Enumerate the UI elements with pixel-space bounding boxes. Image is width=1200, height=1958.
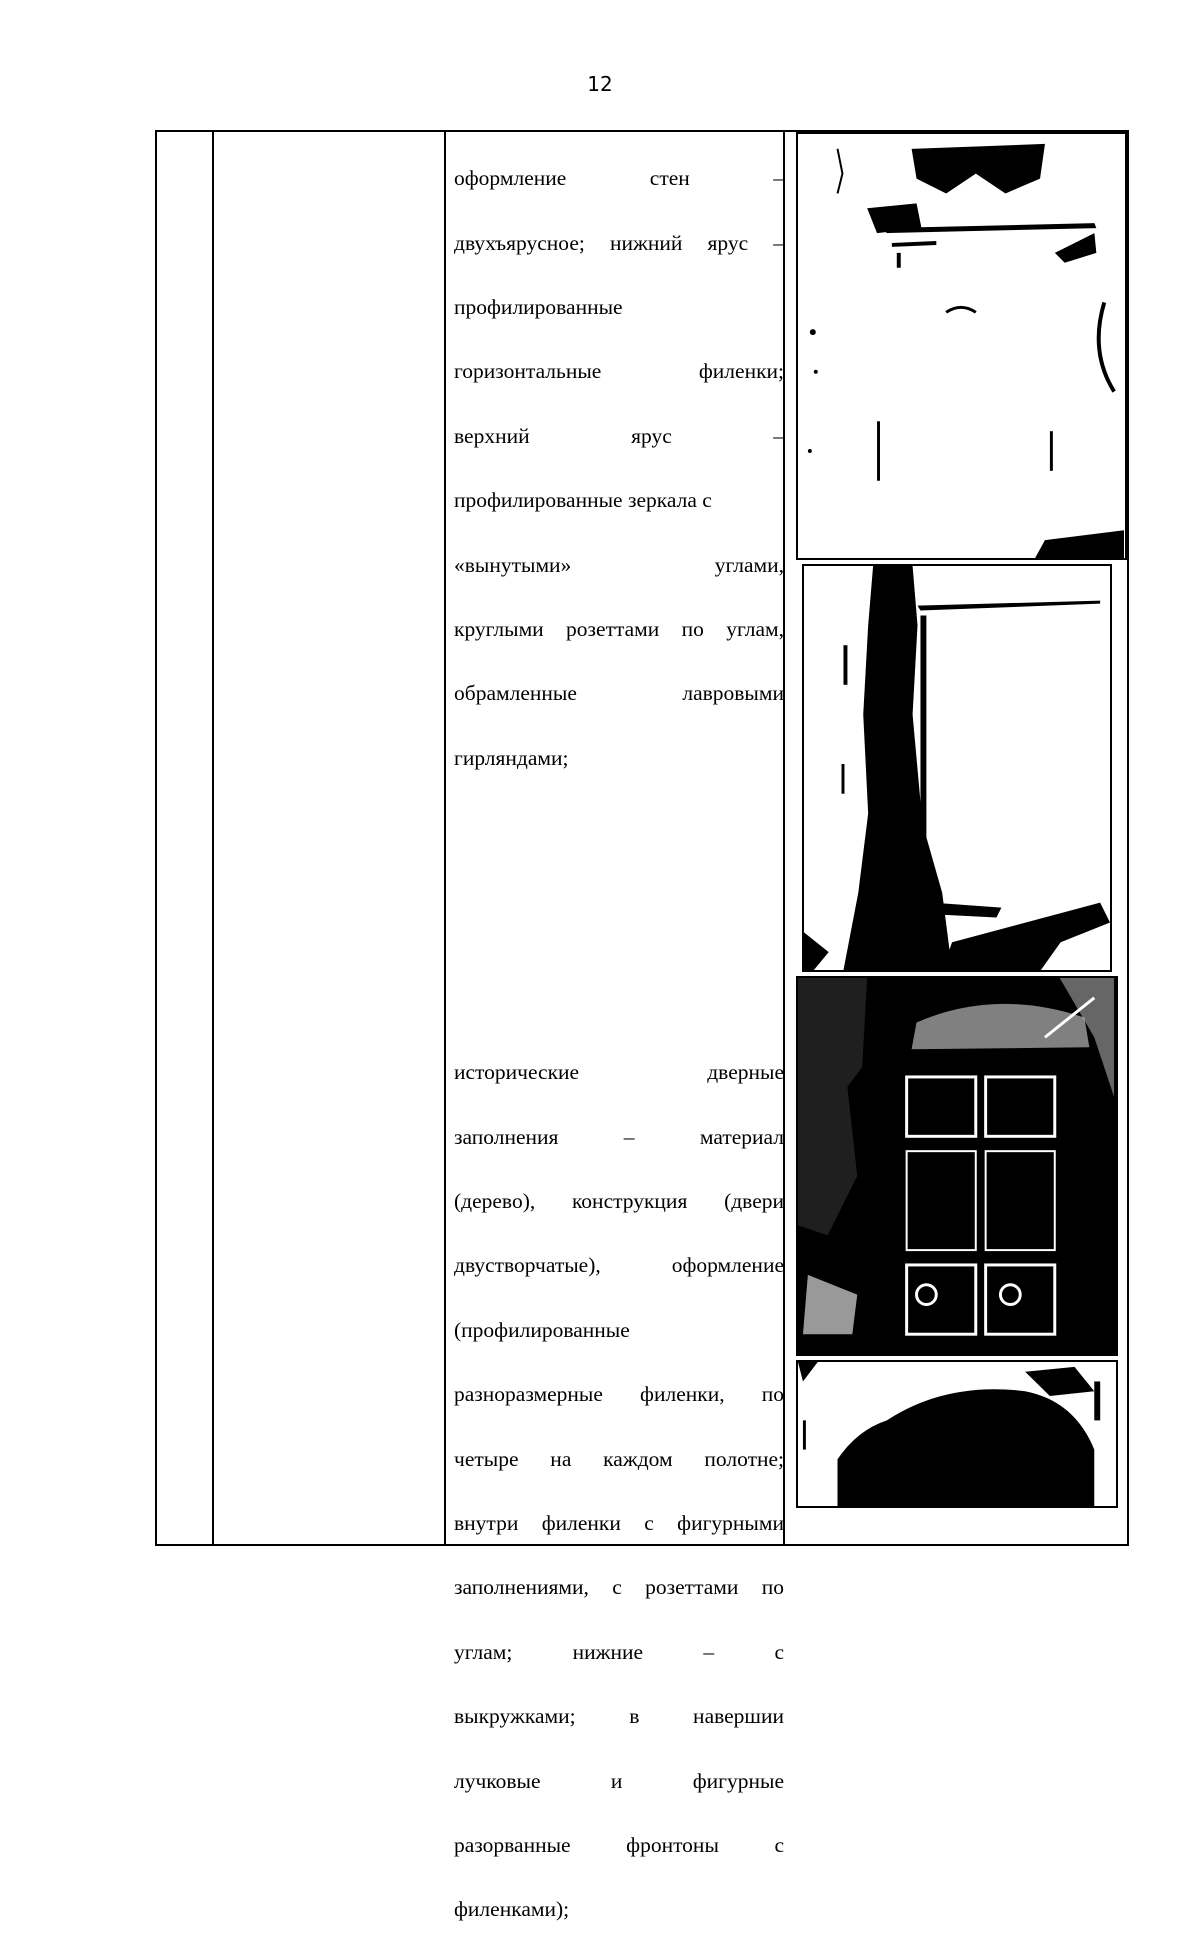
row-2-description	[454, 1024, 784, 1958]
description-line: двухъярусное; нижний ярус –	[454, 230, 784, 255]
description-line: выкружками; в навершии	[454, 1704, 784, 1729]
description-line: лучковые и фигурные	[454, 1768, 784, 1793]
description-line: гирляндами;	[454, 745, 569, 770]
description-line: заполнения – материал	[454, 1124, 784, 1149]
description-line: филенками);	[454, 1897, 570, 1922]
description-line: углам; нижние – с	[454, 1639, 784, 1664]
description-line: горизонтальные филенки;	[454, 359, 784, 384]
description-line: (профилированные	[454, 1317, 630, 1342]
description-line: оформление стен –	[454, 166, 784, 191]
column-divider-1	[212, 132, 214, 1544]
description-line: круглыми розеттами по углам,	[454, 617, 784, 642]
description-line: заполнениями, с розеттами по	[454, 1575, 784, 1600]
row-1-description	[454, 130, 784, 806]
photo-wall-corner	[802, 564, 1112, 972]
photo-door-pediment	[796, 1360, 1118, 1508]
description-line: «вынутыми» углами,	[454, 552, 784, 577]
photo-double-door	[796, 976, 1118, 1356]
description-line: разноразмерные филенки, по	[454, 1382, 784, 1407]
description-line: профилированные зеркала с	[454, 488, 712, 513]
description-line: внутри филенки с фигурными	[454, 1511, 784, 1536]
description-line: профилированные	[454, 295, 623, 320]
description-line: верхний ярус –	[454, 423, 784, 448]
description-line: (дерево), конструкция (двери	[454, 1189, 784, 1214]
description-line: четыре на каждом полотне;	[454, 1446, 784, 1471]
page-number: 12	[587, 72, 613, 96]
photo-wall-upper-tier	[796, 132, 1127, 560]
column-divider-2	[444, 132, 446, 1544]
description-line: обрамленные лавровыми	[454, 681, 784, 706]
description-line: двустворчатые), оформление	[454, 1253, 784, 1278]
description-line: разорванные фронтоны с	[454, 1833, 784, 1858]
description-line: исторические дверные	[454, 1060, 784, 1085]
